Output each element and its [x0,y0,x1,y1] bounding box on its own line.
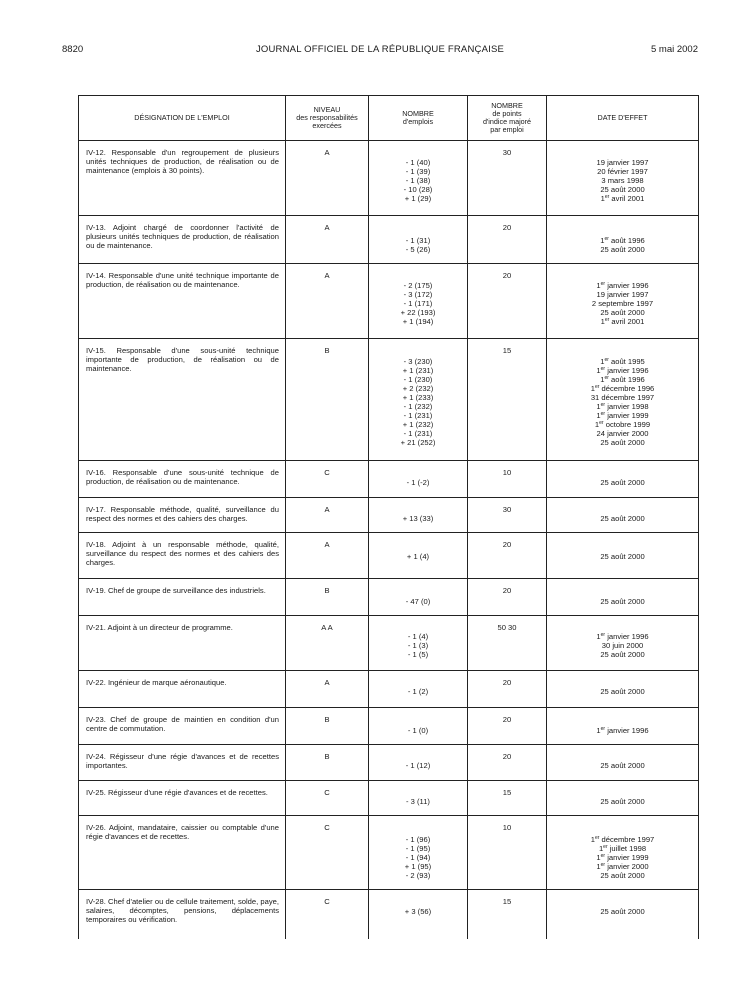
date-entry: 25 août 2000 [600,478,645,487]
nombre-entry: - 1 (171) [403,299,433,308]
designation-cell: IV-28. Chef d'atelier ou de cellule traitement, solde, paye, salaires, décomptes, pensions, déplacements temporaires ou vérification. [79,890,286,939]
date-entry: 1er janvier 1996 [596,632,649,641]
date-cell [547,216,699,264]
date-entry: 25 août 2000 [600,597,645,606]
table-row [79,216,699,264]
table-row [79,264,699,339]
date-cell [547,141,699,216]
niveau-header [286,96,369,141]
niveau-cell: A [286,264,369,339]
table-row [79,708,699,745]
nombre-entry: + 3 (56) [404,907,432,916]
date-entry: 3 mars 1998 [601,176,644,185]
header-line: des responsabilités [296,113,358,122]
date-entry: 1er août 1996 [600,375,645,384]
page-number: 8820 [62,44,84,55]
nombre-entry: - 3 (230) [403,357,433,366]
date-entry: 1er août 1996 [600,236,645,245]
date-entry: 25 août 2000 [600,687,645,696]
points-cell: 10 [468,816,547,890]
points-cell: 30 [468,498,547,533]
header-line: d'emplois [402,117,434,126]
date-entry: 25 août 2000 [600,514,645,523]
table-row [79,141,699,216]
niveau-cell: B [286,745,369,781]
designation-cell: IV-13. Adjoint chargé de coordonner l'activité de plusieurs unités techniques de production, de réalisation ou de maintenance. [79,216,286,264]
date-entry: 31 décembre 1997 [590,393,655,402]
header-line: DATE D'EFFET [597,113,648,122]
date-entry: 20 février 1997 [597,167,648,176]
table-row [79,745,699,781]
page-header [62,44,698,58]
points-cell: 15 [468,781,547,816]
date-entry: 19 janvier 1997 [596,158,649,167]
nombre-entry: - 2 (93) [405,871,431,880]
nombre-entry: - 1 (231) [403,411,433,420]
date-entry: 30 juin 2000 [601,641,644,650]
date-cell [547,816,699,890]
points-cell: 20 [468,216,547,264]
date-entry: 1er janvier 1996 [596,366,649,375]
nombre-entry: - 5 (26) [405,245,431,254]
niveau-cell: C [286,816,369,890]
table-row [79,671,699,708]
nombre-entry: + 1 (4) [406,552,430,561]
date-cell [547,781,699,816]
nombre-entry: - 1 (12) [405,761,431,770]
date-cell [547,461,699,498]
header-line: NOMBRE [491,101,523,110]
date-entry: 25 août 2000 [600,552,645,561]
header-line: NOMBRE [402,109,434,118]
table-row [79,461,699,498]
nombre-cell [369,708,468,745]
designation-cell: IV-12. Responsable d'un regroupement de plusieurs unités techniques de production, de réalisation ou de maintenance (emplois à 30 points). [79,141,286,216]
date-cell [547,745,699,781]
nombre-cell [369,745,468,781]
date-entry: 25 août 2000 [600,185,645,194]
date-entry: 1er janvier 1999 [596,411,649,420]
nombre-entry: - 1 (4) [407,632,429,641]
nombre-entry: - 2 (175) [403,281,433,290]
nombre-entry: + 22 (193) [400,308,436,317]
points-cell: 20 [468,579,547,616]
date-entry: 1er janvier 1996 [596,726,649,735]
employment-table [78,95,699,939]
header-line: d'indice majoré [482,117,532,126]
nombre-cell [369,671,468,708]
date-entry: 1er octobre 1999 [594,420,651,429]
header-line: par emploi [490,125,524,134]
date-cell [547,708,699,745]
nombre-entry: - 1 (0) [407,726,429,735]
designation-cell: IV-22. Ingénieur de marque aéronautique. [79,671,286,708]
nombre-entry: - 1 (231) [403,429,433,438]
table-row [79,339,699,461]
date-entry: 1er avril 2001 [600,317,645,326]
date-entry: 1er janvier 1999 [596,853,649,862]
table-body [79,141,699,939]
niveau-cell: A [286,671,369,708]
nombre-entry: - 1 (232) [403,402,433,411]
points-cell: 50 30 [468,616,547,671]
niveau-cell: C [286,781,369,816]
nombre-entry: - 1 (-2) [406,478,430,487]
nombre-cell [369,533,468,579]
table-row [79,816,699,890]
niveau-cell: A A [286,616,369,671]
nombre-entry: - 1 (5) [407,650,429,659]
nombre-entry: - 1 (2) [407,687,429,696]
nombre-cell [369,339,468,461]
designation-cell: IV-23. Chef de groupe de maintien en condition d'un centre de commutation. [79,708,286,745]
points-cell: 20 [468,533,547,579]
date-entry: 1er janvier 1996 [596,281,649,290]
nombre-entry: + 1 (194) [402,317,434,326]
designation-cell: IV-18. Adjoint à un responsable méthode, qualité, surveillance du respect des normes et des cahiers des charges. [79,533,286,579]
nombre-cell [369,890,468,939]
nombre-entry: - 1 (3) [407,641,429,650]
designation-cell: IV-21. Adjoint à un directeur de programme. [79,616,286,671]
nombre-entry: + 1 (29) [404,194,432,203]
nombre-entry: - 3 (11) [406,797,430,806]
nombre-entry: - 47 (0) [405,597,431,606]
publication-date: 5 mai 2002 [650,44,698,55]
nombre-header [369,96,468,141]
nombre-cell [369,616,468,671]
nombre-cell [369,141,468,216]
table-row [79,781,699,816]
nombre-entry: - 3 (172) [403,290,433,299]
nombre-cell [369,498,468,533]
points-cell: 20 [468,671,547,708]
nombre-entry: - 10 (28) [403,185,433,194]
date-cell [547,890,699,939]
date-cell [547,579,699,616]
date-entry: 19 janvier 1997 [596,290,649,299]
nombre-cell [369,816,468,890]
designation-cell: IV-19. Chef de groupe de surveillance des industriels. [79,579,286,616]
date-cell [547,339,699,461]
table-row [79,533,699,579]
date-entry: 25 août 2000 [600,308,645,317]
designation-cell: IV-25. Régisseur d'une régie d'avances et de recettes. [79,781,286,816]
table-row [79,616,699,671]
nombre-entry: - 1 (38) [405,176,431,185]
date-entry: 1er juillet 1998 [598,844,647,853]
designation-header [79,96,286,141]
date-entry: 1er janvier 1998 [596,402,649,411]
nombre-entry: - 1 (40) [405,158,431,167]
journal-title: JOURNAL OFFICIEL DE LA RÉPUBLIQUE FRANÇAISE [255,44,505,55]
nombre-entry: - 1 (31) [405,236,431,245]
points-cell: 20 [468,264,547,339]
points-cell: 10 [468,461,547,498]
niveau-cell: B [286,579,369,616]
nombre-entry: + 1 (231) [402,366,434,375]
header-line: DÉSIGNATION DE L'EMPLOI [134,113,230,122]
nombre-entry: + 13 (33) [402,514,434,523]
designation-cell: IV-17. Responsable méthode, qualité, surveillance du respect des normes et des cahiers des charges. [79,498,286,533]
date-entry: 25 août 2000 [600,650,645,659]
nombre-entry: - 1 (39) [405,167,431,176]
points-cell: 15 [468,890,547,939]
nombre-entry: - 1 (94) [405,853,431,862]
table-row [79,579,699,616]
date-entry: 25 août 2000 [600,438,645,447]
date-entry: 1er décembre 1996 [590,384,655,393]
table-header-row [79,96,699,141]
nombre-entry: + 1 (95) [404,862,432,871]
date-header [547,96,699,141]
table-row [79,498,699,533]
header-line: de points [492,109,522,118]
niveau-cell: B [286,708,369,745]
nombre-cell [369,216,468,264]
date-cell [547,533,699,579]
nombre-entry: - 1 (96) [405,835,431,844]
nombre-entry: + 2 (232) [402,384,434,393]
niveau-cell: B [286,339,369,461]
nombre-cell [369,579,468,616]
nombre-entry: + 1 (233) [402,393,434,402]
date-cell [547,671,699,708]
date-entry: 1er août 1995 [600,357,645,366]
designation-cell: IV-26. Adjoint, mandataire, caissier ou comptable d'une régie d'avances et de recettes. [79,816,286,890]
niveau-cell: A [286,216,369,264]
header-line: exercées [312,121,342,130]
nombre-cell [369,461,468,498]
date-entry: 25 août 2000 [600,761,645,770]
points-cell: 20 [468,745,547,781]
header-line: NIVEAU [313,105,341,114]
date-entry: 25 août 2000 [600,907,645,916]
niveau-cell: A [286,141,369,216]
designation-cell: IV-24. Régisseur d'une régie d'avances et de recettes importantes. [79,745,286,781]
designation-cell: IV-16. Responsable d'une sous-unité technique de production, de réalisation ou de maintenance. [79,461,286,498]
nombre-entry: - 1 (230) [403,375,433,384]
table-row [79,890,699,939]
niveau-cell: C [286,890,369,939]
points-header [468,96,547,141]
designation-cell: IV-15. Responsable d'une sous-unité technique importante de production, de réalisation ou de maintenance. [79,339,286,461]
date-entry: 1er avril 2001 [600,194,645,203]
points-cell: 15 [468,339,547,461]
nombre-cell [369,781,468,816]
nombre-entry: + 1 (232) [402,420,434,429]
points-cell: 30 [468,141,547,216]
date-entry: 25 août 2000 [600,871,645,880]
nombre-cell [369,264,468,339]
points-cell: 20 [468,708,547,745]
nombre-entry: - 1 (95) [405,844,431,853]
date-cell [547,264,699,339]
date-cell [547,616,699,671]
designation-cell: IV-14. Responsable d'une unité technique importante de production, de réalisation ou de maintenance. [79,264,286,339]
date-entry: 25 août 2000 [600,797,645,806]
niveau-cell: A [286,533,369,579]
niveau-cell: C [286,461,369,498]
nombre-entry: + 21 (252) [400,438,436,447]
date-entry: 24 janvier 2000 [596,429,649,438]
date-entry: 25 août 2000 [600,245,645,254]
date-entry: 1er janvier 2000 [596,862,649,871]
date-entry: 1er décembre 1997 [590,835,655,844]
date-entry: 2 septembre 1997 [591,299,654,308]
niveau-cell: A [286,498,369,533]
date-cell [547,498,699,533]
